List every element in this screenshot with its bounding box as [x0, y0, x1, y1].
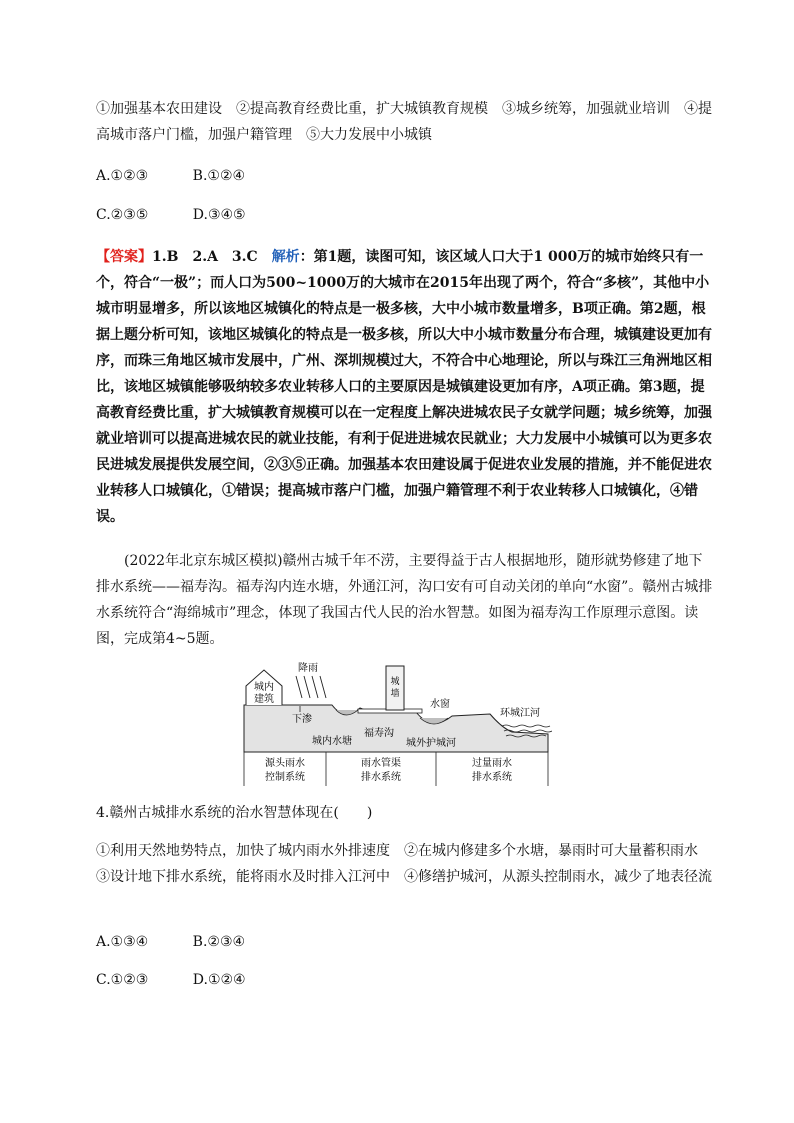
- q4-option-c: C.①②③: [96, 972, 149, 988]
- analysis-text: ：第1题，读图可知，该区域人口大于1 000万的城市始终只有一个，符合“一极”；而人口为500~1000万的大城市在2015年出现了两个，符合“多核”，其他中小城市明显增多，所以该地区城镇化的特点是一极多核，大中小城市数量增多，B项正确。第2题，根据上题分析可知，该地区城镇化的特点是一极多核，所以大中小城市数量分布合理，城镇建设更加有序，而珠三角地区城市发展中，广州、深圳规模过大，不符合中心地理论，所以与珠江三角洲地区相比，该地区城镇能够吸纳较多农业转移人口的主要原因是城镇建设更加有序，A项正确。第3题，提高教育经费比重，扩大城镇教育规模可以在一定程度上解决进城农民子女就学问题；城乡统筹，加强就业培训可以提高进城农民的就业技能，有利于促进进城农民就业；大力发展中小城镇可以为更多农民进城发展提供发展空间，②③⑤正确。加强基本农田建设属于促进农业发展的措施，并不能促进农业转移人口城镇化，①错误；提高城市落户门槛，加强户籍管理不利于农业转移人口城镇化，④错误。: [96, 249, 712, 525]
- answer-keys: 1.B 2.A 3.C: [152, 249, 272, 265]
- q3-statements: ①加强基本农田建设 ②提高教育经费比重，扩大城镇教育规模 ③城乡统筹，加强就业培训 ④提高城市落户门槛，加强户籍管理 ⑤大力发展中小城镇: [96, 101, 712, 143]
- building-label-1: 城内: [254, 682, 274, 693]
- building-label-2: 建筑: [254, 694, 274, 705]
- rain-label: 降雨: [298, 663, 318, 674]
- q4-option-b: B.②③④: [192, 934, 246, 950]
- q4-options-row-2: [96, 972, 246, 988]
- zone-3-line-1: 过量雨水: [472, 758, 512, 769]
- q4-stem: 4.赣州古城排水系统的治水智慧体现在( ): [96, 805, 373, 821]
- passage: (2022年北京东城区模拟)赣州古城千年不涝，主要得益于古人根据地形，随形就势修建了地下排水系统——福寿沟。福寿沟内连水塘，外通江河，沟口安有可自动关闭的单向“水窗”。赣州古城排水系统符合“海绵城市”理念，体现了我国古代人民的治水智慧。如图为福寿沟工作原理示意图。读图，完成第4~5题。: [96, 553, 713, 647]
- q3-options-row-1: [96, 168, 245, 184]
- fushougou-diagram: [240, 660, 552, 788]
- q3-options-row-2: [96, 207, 246, 223]
- moat-label: 城外护城河: [406, 738, 456, 749]
- q4-option-a: A.①③④: [96, 934, 149, 950]
- analysis-label: 解析: [271, 249, 300, 265]
- city-wall-shape: [386, 666, 404, 710]
- infiltration-label: 下渗: [292, 714, 312, 725]
- channel-label: 福寿沟: [364, 728, 394, 739]
- q3-option-c: C.②③⑤: [96, 207, 149, 223]
- wall-label-1: 城: [390, 677, 400, 687]
- zone-1-line-2: 控制系统: [265, 772, 305, 783]
- wall-label-2: 墙: [390, 689, 400, 699]
- zone-3-line-2: 排水系统: [472, 772, 512, 783]
- q4-option-d: D.①②④: [192, 972, 246, 988]
- q4-options-row-1: [96, 934, 245, 950]
- answer-analysis: [96, 244, 716, 530]
- zone-1-line-1: 源头雨水: [265, 758, 305, 769]
- q4-statements: ①利用天然地势特点，加快了城内雨水外排速度 ②在城内修建多个水塘，暴雨时可大量蓄积雨水 ③设计地下排水系统，能将雨水及时排入江河中 ④修缮护城河，从源头控制雨水，减少了地表径流: [96, 843, 712, 885]
- water-window-label: 水窗: [430, 699, 450, 710]
- zone-2-line-1: 雨水管渠: [361, 758, 401, 769]
- river-label: 环城江河: [500, 708, 540, 719]
- q3-option-b: B.①②④: [192, 168, 246, 184]
- q3-option-d: D.③④⑤: [192, 207, 246, 223]
- answer-tag: 【答案】: [96, 249, 152, 265]
- zone-2-line-2: 排水系统: [361, 772, 401, 783]
- pond-label: 城内水塘: [312, 736, 352, 747]
- rain-arrows: [296, 676, 326, 698]
- q3-option-a: A.①②③: [96, 168, 149, 184]
